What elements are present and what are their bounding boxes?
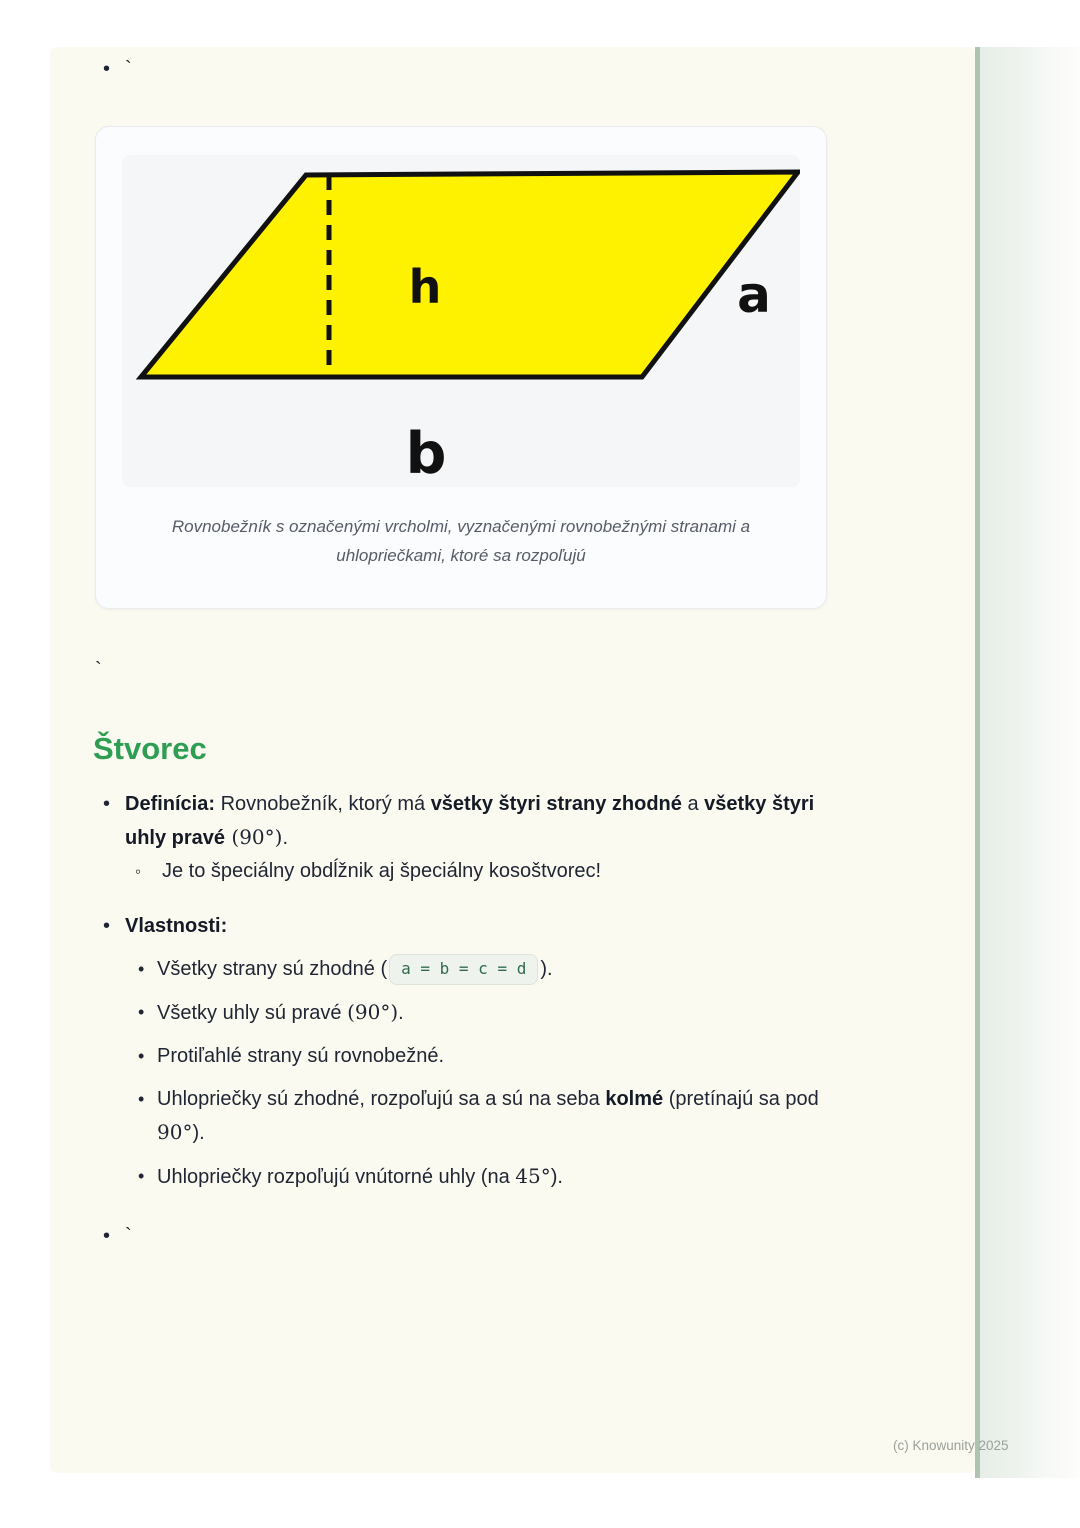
definicia-bold1: všetky štyri strany zhodné <box>430 793 682 815</box>
bullet-marker: • <box>138 1002 145 1022</box>
property-4-text <box>157 1083 857 1150</box>
code-chip: a = b = c = d <box>389 954 538 985</box>
stray-backtick: ` <box>95 659 102 681</box>
bullet-marker: • <box>138 959 145 979</box>
property-5-text <box>157 1160 920 1194</box>
vlastnosti-sublist <box>125 953 920 1194</box>
list-item-definicia <box>93 788 920 888</box>
property-4-seg1: Uhlopriečky sú zhodné, rozpoľujú sa a sú na seba <box>157 1088 606 1110</box>
definicia-seg1: Rovnobežník, ktorý má <box>215 793 431 815</box>
definicia-label: Definícia: <box>125 793 216 815</box>
definicia-note: Je to špeciálny obdĺžnik aj špeciálny kosoštvorec! <box>162 860 602 882</box>
property-item-5 <box>125 1160 920 1194</box>
bullet-marker: • <box>103 58 111 80</box>
definicia-math: (90°) <box>225 825 283 849</box>
property-4-seg3: ). <box>192 1122 205 1144</box>
property-item-2 <box>125 996 920 1030</box>
property-item-3 <box>125 1040 920 1073</box>
property-2-math: (90°) <box>347 1000 399 1024</box>
circle-bullet-marker: ◦ <box>135 862 142 881</box>
bullet-marker: • <box>103 915 111 937</box>
list-item <box>93 53 920 86</box>
list-item-row <box>93 910 920 943</box>
label-a: a <box>737 266 771 324</box>
label-b: b <box>405 421 447 487</box>
definicia-seg2: a <box>681 793 705 815</box>
page-title: Štvorec <box>93 731 207 766</box>
note-content <box>50 47 975 1253</box>
property-4-math: 90° <box>157 1120 193 1144</box>
definicia-text <box>125 788 845 855</box>
property-3-text: Protiľahlé strany sú rovnobežné. <box>157 1045 445 1067</box>
property-1-text <box>157 953 920 986</box>
figure-image <box>122 155 800 487</box>
figure-caption-line2: uhlopriečkami, ktoré sa rozpoľujú <box>336 546 586 565</box>
property-item-4 <box>125 1083 920 1150</box>
parallelogram-figure <box>122 155 800 487</box>
property-4-bold: kolmé <box>605 1088 664 1110</box>
property-2-text <box>157 996 920 1030</box>
list-item-vlastnosti <box>93 910 920 1194</box>
property-5-seg2: ). <box>550 1166 563 1188</box>
bullet-marker: • <box>138 1166 145 1186</box>
right-sidebar-panel <box>980 47 1080 1478</box>
property-item-1 <box>125 953 920 986</box>
list-item-row <box>93 788 920 855</box>
sub-list-item <box>125 855 920 888</box>
bullet-marker: • <box>138 1089 145 1109</box>
property-1-seg1: Všetky strany sú zhodné ( <box>157 958 388 980</box>
note-sheet <box>50 47 975 1473</box>
property-2-seg2: . <box>398 1002 404 1024</box>
property-5-seg1: Uhlopriečky rozpoľujú vnútorné uhly (na <box>157 1166 516 1188</box>
definicia-seg3: . <box>282 827 289 849</box>
stray-backtick-text: ` <box>125 1225 132 1247</box>
bullet-marker: • <box>103 793 111 815</box>
vlastnosti-label: Vlastnosti: <box>125 915 228 937</box>
figure-caption <box>96 512 826 570</box>
bullet-list <box>93 788 920 1253</box>
figure-card <box>95 126 827 609</box>
property-2-seg1: Všetky uhly sú pravé <box>157 1002 348 1024</box>
parallelogram-shape <box>141 172 798 377</box>
bullet-marker: • <box>103 1225 111 1247</box>
label-h: h <box>408 260 442 314</box>
stray-backtick-text: ` <box>125 58 132 80</box>
property-1-seg2: ). <box>540 958 553 980</box>
bullet-marker: • <box>138 1046 145 1066</box>
definicia-bold2: všetky štyri uhly pravé <box>125 793 815 849</box>
property-4-seg2: (pretínajú sa pod <box>663 1088 819 1110</box>
list-item <box>93 1220 920 1253</box>
property-5-math: 45° <box>515 1164 551 1188</box>
copyright-note: (c) Knowunity 2025 <box>893 1438 1009 1453</box>
figure-caption-line1: Rovnobežník s označenými vrcholmi, vyznačenými rovnobežnými stranami a <box>171 517 751 536</box>
